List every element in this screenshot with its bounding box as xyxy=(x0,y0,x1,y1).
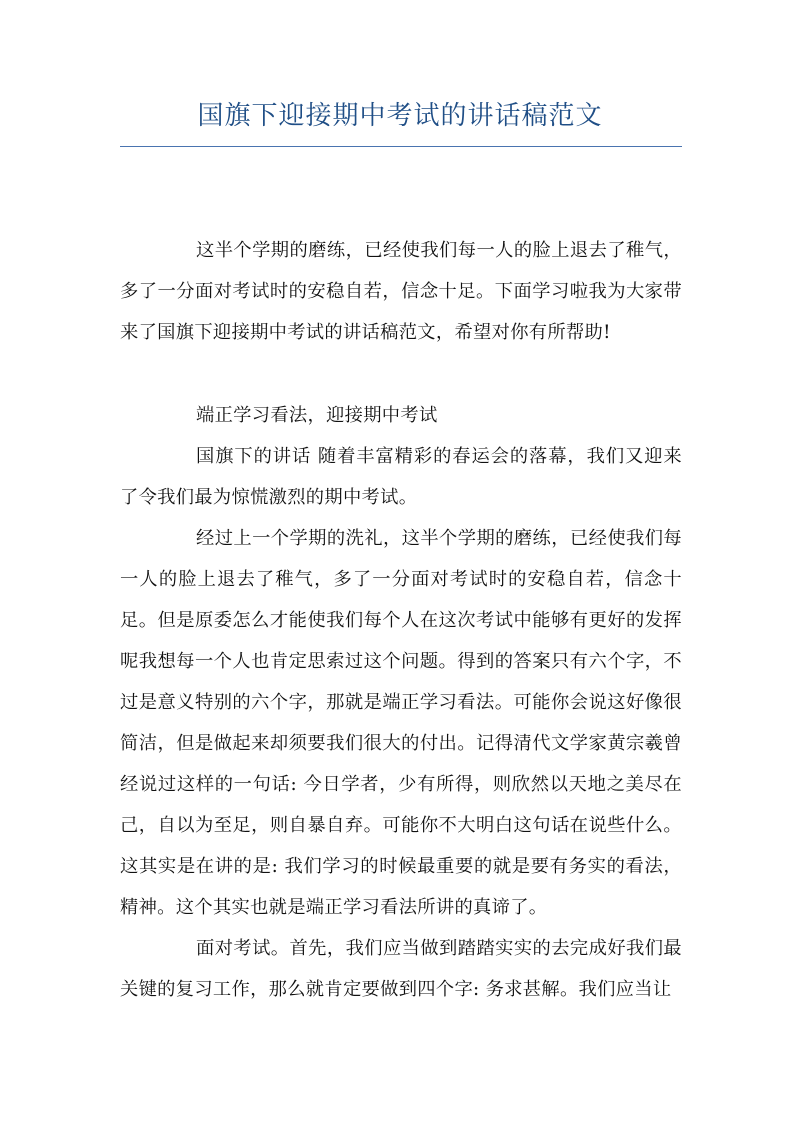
section-heading: 端正学习看法，迎接期中考试 xyxy=(196,405,438,426)
document-title: 国旗下迎接期中考试的讲话稿范文 xyxy=(197,101,603,131)
intro-paragraph: 这半个学期的磨练，已经使我们每一人的脸上退去了稚气，多了一分面对考试时的安稳自若，信念十足。下面学习啦我为大家带来了国旗下迎接期中考试的讲话稿范文，希望对你有所帮助! xyxy=(120,240,682,343)
title-divider xyxy=(120,146,682,147)
body-paragraph: 经过上一个学期的洗礼，这半个学期的磨练，已经使我们每一人的脸上退去了稚气，多了一分面对考试时的安稳自若，信念十足。但是原委怎么才能使我们每个人在这次考试中能够有更好的发挥呢我想每一个人也肯定思索过这个问题。得到的答案只有六个字，不过是意义特别的六个字，那就是端正学习看法。可能你会说这好像很简洁，但是做起来却须要我们很大的付出。记得清代文学家黄宗羲曾经说过这样的一句话: 今日学者，少有所得，则欣然以天地之美尽在己，自以为至足，则自暴自弃。可能你不大明白这句话在说些什么。这其实是在讲的是: 我们学习的时候最重要的就是要有务实的看法，精神。这个其实也就是端正学习看法所讲的真谛了。 xyxy=(120,528,682,918)
body-paragraph: 国旗下的讲话 随着丰富精彩的春运会的落幕，我们又迎来了令我们最为惊慌激烈的期中考试。 xyxy=(120,446,682,508)
body-paragraph: 面对考试。首先，我们应当做到踏踏实实的去完成好我们最关键的复习工作，那么就肯定要做到四个字: 务求甚解。我们应当让 xyxy=(120,938,682,1000)
